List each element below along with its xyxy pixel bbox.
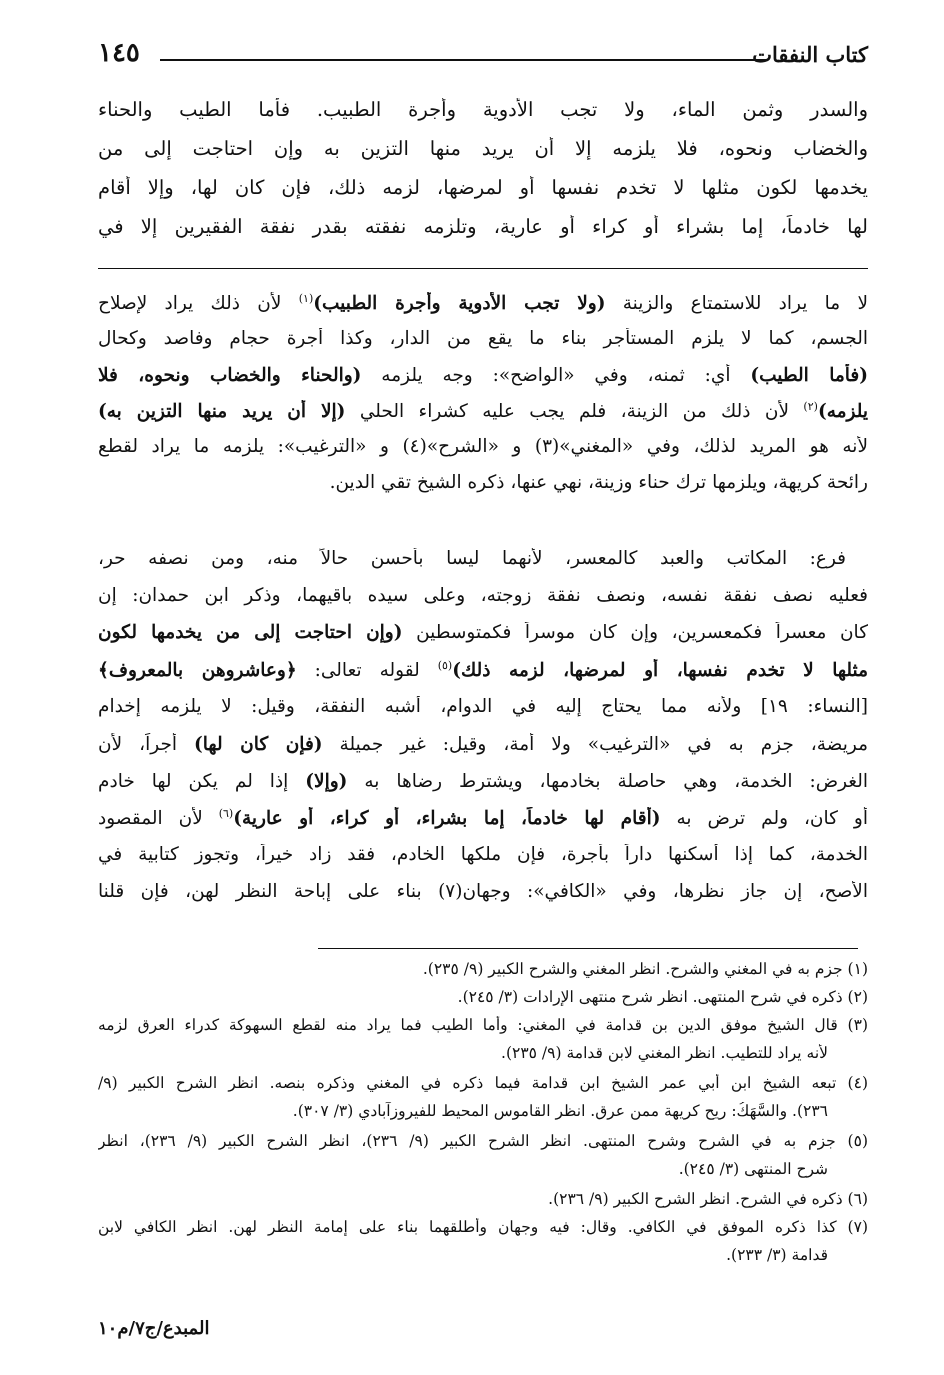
footnote-line: (٢) ذكره في شرح المنتهى. انظر شرح منتهى الإرادات (٣/ ٢٤٥). — [457, 988, 868, 1006]
commentary-line: الأصح، إن جاز نظرها، وفي «الكافي»: وجهان(٧) بناء على إباحة النظر لهن، فإن قلنا — [98, 881, 868, 902]
commentary-line: أو كان، ولم ترض به (أقام لها خادماً، إما بشراء، أو كراء، أو عارية)$^{(٦)}$ لأن المقصود — [98, 807, 868, 830]
commentary-paragraph-1 — [98, 292, 868, 522]
footnote-line: (٦) ذكره في الشرح. انظر الشرح الكبير (٩/ ٢٣٦). — [548, 1190, 868, 1208]
main-text-line: لها خادماً، إما بشراء أو كراء أو عارية، وتلزمه نفقته بقدر نفقة الفقيرين إلا في — [98, 215, 868, 238]
page-number: ١٤٥ — [98, 38, 140, 68]
commentary-line: يلزمه)$^{(٢)}$ لأن ذلك من الزينة، فلم يجب عليه كشراء الحلي (إلا أن يريد منها التزين به) — [98, 400, 868, 423]
commentary-line: مريضة، جزم به في «الترغيب» ولا أمة، وقيل: غير جميلة (فإن كان لها) أجراً، لأن — [98, 734, 868, 756]
main-text-line: يخدمها لكون مثلها لا تخدم نفسها أو لمرضها، لزمه ذلك، فإن كان لها، وإلا أقام — [98, 176, 868, 199]
commentary-line: [النساء: ١٩] ولأنه مما يحتاج إليه في الدوام، أشبه النفقة، وقيل: لا يلزمه إخدام — [98, 696, 868, 717]
commentary-line: الخدمة، كما إذا أسكنها داراً بأجرة، فإن ملكها الخادم، فقد زاد خيراً، وتجوز كتابية في — [98, 844, 868, 865]
main-text-line: والسدر وثمن الماء، ولا تجب الأدوية وأجرة الطبيب. فأما الطيب والحناء — [98, 98, 868, 121]
commentary-line: (فأما الطيب) أي: ثمنه، وفي «الواضح»: وجه يلزمه (والحناء والخضاب ونحوه، فلا — [98, 365, 868, 387]
footnote-line: (٧) كذا ذكره الموفق في الكافي. وقال: فيه وجهان وأطلقهما بناء على إمامة النظر لهن. انظر الكافي لابن — [98, 1218, 868, 1236]
footnote-line: قدامة (٣/ ٢٣٣). — [726, 1246, 828, 1264]
footnote-line: ٢٣٦). والسَّهَكُ: ريح كريهة ممن عرق. انظر القاموس المحيط للفيروزآبادي (٣/ ٣٠٧). — [292, 1102, 828, 1120]
commentary-paragraph-2 — [98, 548, 868, 928]
footnotes — [98, 960, 868, 1280]
commentary-line: الجسم، كما لا يلزم المستأجر بناء ما يقع من الدار، وكذا أجرة حجام وفاصد وكحال — [98, 328, 868, 349]
commentary-line: فرع: المكاتب والعبد كالمعسر، لأنهما ليسا بأحسن حالاً منه، ومن نصفه حر، — [98, 548, 846, 569]
footnote-line: (٣) قال الشيخ موفق الدين بن قدامة في المغني: وأما الطيب فما يراد منه لقطع السهوكة كدراء العرق لزمه — [98, 1016, 868, 1034]
commentary-line: لأنه هو المريد لذلك، وفي «المغني»(٣) و «الشرح»(٤) و «الترغيب»: يلزمه ما يراد لقطع — [98, 436, 868, 457]
chapter-title: كتاب النفقات — [752, 42, 868, 67]
commentary-line: رائحة كريهة، ويلزمها ترك حناء وزينة، نهي عنها، ذكره الشيخ تقي الدين. — [329, 472, 868, 493]
footnote-line: (٥) جزم به في الشرح وشرح المنتهى. انظر الشرح الكبير (٩/ ٢٣٦)، انظر الشرح الكبير (٩/ ٢٣٦)، انظر — [98, 1132, 868, 1150]
main-text — [98, 98, 868, 258]
footnote-line: لأنه يراد للتطيب. انظر المغني لابن قدامة (٩/ ٢٣٥). — [501, 1044, 828, 1062]
commentary-line: فعليه نصف نفقة نفسه، ونصف نفقة زوجته، وعلى سيده باقيهما، وذكر ابن حمدان: إن — [98, 585, 868, 606]
text-separator — [98, 268, 868, 269]
footnote-separator — [318, 948, 858, 949]
commentary-line: لا ما يراد للاستمتاع والزينة (ولا تجب الأدوية وأجرة الطبيب)$^{(١)}$ لأن ذلك يراد لإصلاح — [98, 292, 868, 315]
header-rule — [160, 59, 768, 61]
commentary-line: مثلها لا تخدم نفسها، أو لمرضها، لزمه ذلك)$^{(٥)}$ لقوله تعالى: ﴿وعاشروهن بالمعروف﴾ — [98, 659, 868, 682]
volume-signature: المبدع/ج٧/م١٠ — [98, 1318, 210, 1339]
commentary-line: الغرض: الخدمة، وهي حاصلة بخادمها، ويشترط رضاها به (وإلا) إذا لم يكن لها خادم — [98, 771, 868, 793]
commentary-line: كان معسراً فكمعسرين، وإن كان موسراً فكمتوسطين (وإن احتاجت إلى من يخدمها لكون — [98, 622, 868, 643]
page-header — [98, 34, 868, 74]
main-text-line: والخضاب ونحوه، فلا يلزمه إلا أن يريد منها التزين به وإن احتاجت إلى من — [98, 137, 868, 160]
footnote-line: شرح المنتهى (٣/ ٢٤٥). — [678, 1160, 828, 1178]
footnote-line: (١) جزم به في المغني والشرح. انظر المغني والشرح الكبير (٩/ ٢٣٥). — [422, 960, 868, 978]
footnote-line: (٤) تبعه الشيخ ابن أبي عمر الشيخ ابن قدامة فيما ذكره في المغني وذكره بنصه. انظر الشرح الكبير (٩/ — [98, 1074, 868, 1092]
